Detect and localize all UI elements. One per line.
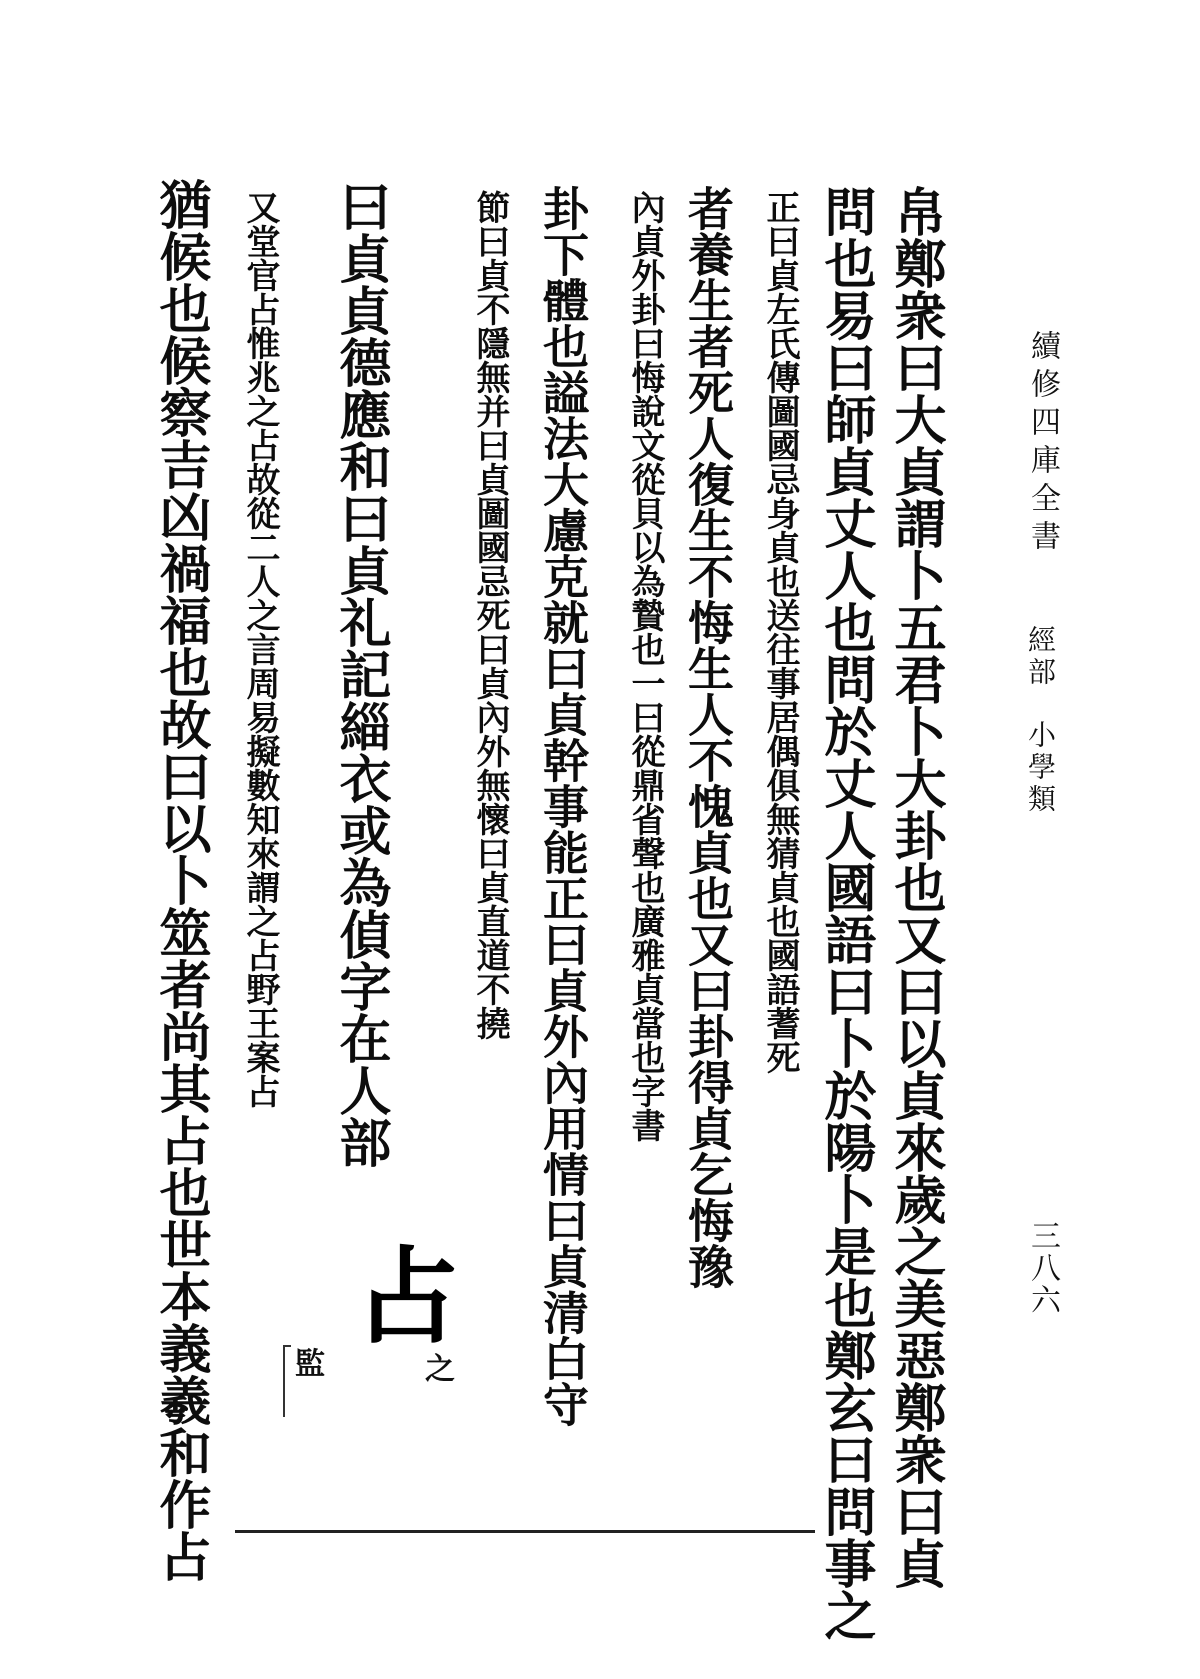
text-column-2: 問也易曰師貞丈人也問於丈人國語曰卜於陽卜是也鄭玄曰問事之	[815, 185, 876, 1641]
book-title: 續修四庫全書	[1025, 330, 1060, 558]
text-column-1: 帛鄭衆曰大貞謂卜五君卜大卦也又曰以貞來歲之美惡鄭衆曰貞	[885, 185, 946, 1589]
note-jian: 監	[295, 1347, 325, 1382]
text-column-5: 內貞外卦曰悔說文從貝以為贄也一曰從鼎省聲也廣雅貞當也字書	[625, 190, 665, 1142]
heading-character: 占	[355, 1236, 460, 1358]
section-label: 經部	[1024, 625, 1057, 689]
text-column-9: 又堂官占惟兆之占故從二人之言周易擬數知來謂之占野王案占	[240, 190, 280, 1108]
text-column-7: 節曰貞不隱無并曰貞圖國忌死曰貞內外無懷曰貞直道不撓	[470, 190, 510, 1040]
text-column-6: 卦下體也謚法大慮克就曰貞幹事能正曰貞外內用情曰貞清白守	[536, 185, 590, 1427]
page-number: 三八六	[1025, 1220, 1060, 1316]
bottom-rule	[235, 1530, 815, 1533]
subsection-label: 小學類	[1024, 720, 1057, 816]
text-column-4: 者養生者死人復生不悔生人不愧貞也又曰卦得貞乞悔豫	[681, 185, 735, 1289]
text-column-10: 猶候也候察吉凶禍福也故曰以卜筮者尚其占也世本義羲和作占	[150, 178, 211, 1582]
note-zhi: 之	[425, 1352, 455, 1387]
text-column-8: 曰貞貞德應和曰貞礼記緇衣或為偵字在人部	[330, 180, 391, 1168]
bracket-mark	[283, 1345, 291, 1417]
text-column-3: 正曰貞左氏傳圖國忌身貞也送往事居偶俱無猜貞也國語蓍死	[760, 190, 800, 1074]
